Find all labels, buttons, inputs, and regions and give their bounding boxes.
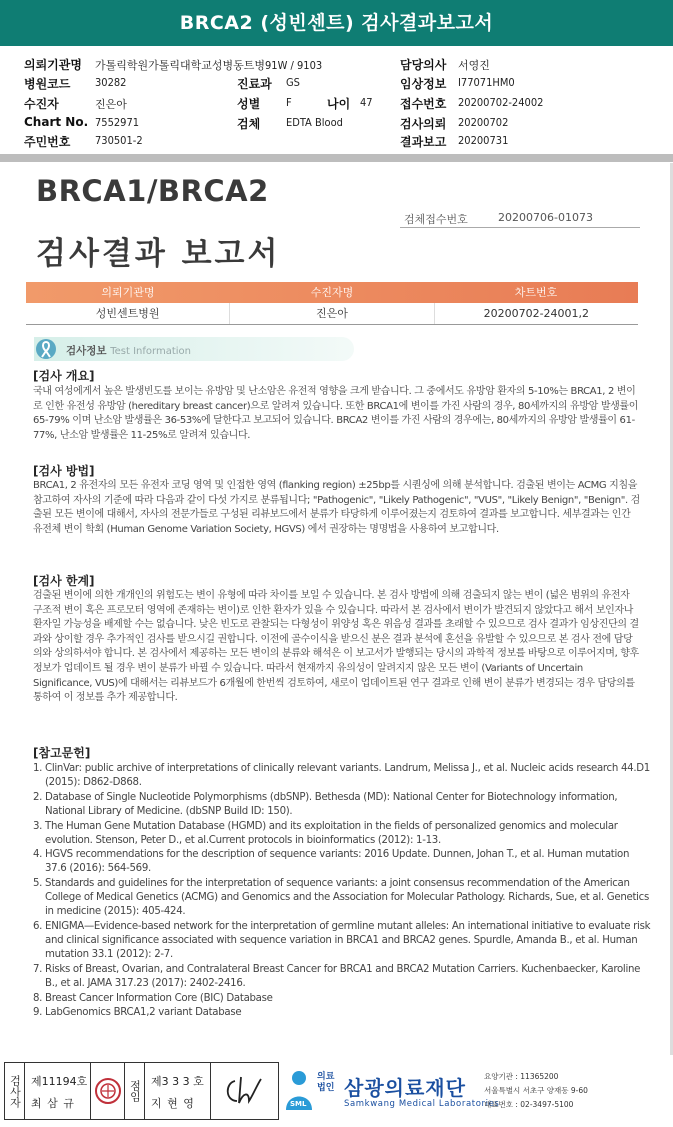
references-list — [33, 762, 653, 1021]
reference-item: 2. Database of Single Nucleotide Polymorphisms (dbSNP). Bethesda (MD): National Center for Biotechnology information, National Library of Medicine. (dbSNP Build ID: 150). — [33, 791, 618, 817]
signature-icon — [219, 1071, 271, 1111]
specimen-label: 검체 — [237, 117, 261, 131]
report-heading: BRCA1/BRCA2 — [36, 174, 269, 208]
examiner-name: 최 삼 규 — [31, 1097, 75, 1110]
method-heading: [검사 방법] — [33, 464, 95, 478]
patient-label: 수진자 — [24, 97, 59, 111]
footer — [0, 1060, 673, 1127]
ssn-value: 730501-2 — [95, 134, 143, 147]
receipt-label: 접수번호 — [400, 97, 447, 111]
limitation-text: 검출된 변이에 의한 개개인의 위험도는 변이 유형에 따라 차이를 보일 수 있습니다. 본 검사 방법에 의해 검출되지 않는 변이 (넓은 범위의 유전자 구조적 변이 혹은 프로모터 영역에 존재하는 변이)로 인한 환자가 있을 수 있습니다. 따라서 본 검사에서 변이가 발견되지 않았다고 해서 보인자나 환자일 가능성을 배제할 수는 없습니다. 낮은 빈도로 관찰되는 다형성이 위양성 혹은 위음성 결과를 초래할 수 있으므로 검사 결과가 임상진단의 결과와 상이할 경우 추가적인 검사를 받으시길 권합니다. 이전에 골수이식을 받으신 분은 결과 분석에 혼선을 유발할 수 있으므로 본 검사 전에 담당의와 상의하셔야 합니다. 본 검사에서 제공하는 모든 변이의 분류와 해석은 이 보고서가 발행되는 당시의 과학적 정보를 바탕으로 이루어지며, 향후 정보가 업데이트 될 경우 변이 분류가 바뀔 수 있습니다. 따라서 현재까지 유의성이 알려지지 않은 모든 변이 (Variants of Uncertain Significance, VUS)에 대해서는 리뷰보드가 6개월에 한번씩 검토하여, 새로이 업데이트된 연구 결과로 인해 변이 분류가 변경되는 경우 담당의를 통하여 이 정보를 추가 제공합니다. — [33, 590, 639, 704]
signature-cell — [211, 1063, 278, 1119]
org-code: 요양기관 : 11365200 — [484, 1072, 559, 1081]
seal-icon — [94, 1077, 122, 1105]
requester-label: 의뢰기관명 — [24, 58, 82, 72]
dept-label: 진료과 — [237, 77, 272, 91]
chart-value: 7552971 — [95, 116, 140, 129]
table-header-cell: 수진자명 — [310, 286, 354, 299]
report-date-value: 20200731 — [458, 134, 509, 147]
sml-logo-text: SML — [290, 1100, 307, 1108]
reference-item: 5. Standards and guidelines for the interpretation of sequence variants: a joint consensus recommendation of the American College of Medical Genetics (ACMG) and Genomics and the Association for Molecular Pathology. Richards, Sue, et al. Genetics in medicine (2015): 405-424. — [33, 878, 649, 918]
reference-item: 3. The Human Gene Mutation Database (HGMD) and its exploitation in the fields of personalized genomics and molecular evolution. Stenson, Peter D., et al.Current protocols in bioinformatics (2012): 1-13. — [33, 820, 618, 846]
clinical-value: I77071HM0 — [458, 76, 515, 89]
method-text: BRCA1, 2 유전자의 모든 유전자 코딩 영역 및 인접한 영역 (flanking region) ±25bp를 시퀀싱에 의해 분석합니다. 검출된 변이는 ACMG 지침을 참고하여 자사의 기준에 따라 다음과 같이 다섯 가지로 분류됩니다; "Pathogenic", "Likely Pathogenic", "VUS", "Likely Benign", "Benign". 검출된 모든 변이에 대해서, 자사의 전문가들로 구성된 리뷰보드에서 분류가 타당하게 이루어졌는지 검토하여 결과를 보고합니다. 세부결과는 인간 유전체 변이 학회 (Human Genome Variation Society, HGVS) 에서 권장하는 명명법을 사용하여 보고합니다. — [33, 480, 640, 535]
examiner-cell — [25, 1063, 91, 1119]
table-header-cell: 차트번호 — [514, 286, 558, 299]
doctor-value: 서영진 — [458, 59, 490, 72]
request-date-label: 검사의뢰 — [400, 117, 447, 131]
overview-heading: [검사 개요] — [33, 369, 95, 383]
doctor-label: 담당의사 — [400, 58, 447, 72]
org-address: 서울특별시 서초구 양재동 9-60 — [484, 1086, 588, 1095]
section-title-ko: 검사정보 — [66, 345, 107, 357]
requester-value: 가톨릭학원가톨릭대학교성병동트병91W / 9103 — [95, 59, 323, 72]
table-row — [26, 303, 638, 325]
patient-value: 진은아 — [95, 98, 127, 111]
hospital-code-value: 30282 — [95, 76, 127, 89]
reference-item: 1. ClinVar: public archive of interpretations of clinically relevant variants. Landrum, Melissa J., et al. Nucleic acids research 44.D1 (2015): D862-D868. — [33, 763, 650, 788]
age-label: 나이 — [327, 97, 351, 111]
table-cell: 20200702-24001,2 — [483, 307, 590, 320]
reviewer-cell — [145, 1063, 211, 1119]
overview-text: 국내 여성에게서 높은 발생빈도를 보이는 유방암 및 난소암은 유전적 영향을 크게 받습니다. 그 중에서도 유방암 환자의 5-10%는 BRCA1, 2 변이로 인한 유전성 유방암 (hereditary breast cancer)으로 알려져 있습니다. 또한 BRCA1에 변이를 가진 사람의 경우, 80세까지의 유방암 발생률이 65-79% 이며 난소암 발생률은 36-53%에 달한다고 보고되어 있습니다. BRCA2 변이를 가진 사람의 경우에는, 80세까지의 유방암 발생률이 61-77%, 난소암 발생률은 11-25%로 알려져 있습니다. — [33, 386, 639, 441]
examiner-number: 제11194호 — [31, 1075, 88, 1088]
references-heading: [참고문헌] — [33, 746, 91, 760]
table-cell: 성빈센트병원 — [26, 303, 230, 324]
sml-logo-icon — [282, 1068, 316, 1112]
reference-item: 9. LabGenomics BRCA1,2 variant Database — [33, 1007, 242, 1019]
organization-block — [292, 1066, 672, 1118]
org-subtitle: Samkwang Medical Laboratories — [344, 1099, 500, 1109]
patient-info-block — [0, 50, 673, 150]
table-cell: 진은아 — [230, 303, 434, 324]
specimen-number — [400, 208, 640, 228]
reference-item: 4. HGVS recommendations for the description of sequence variants: 2016 Update. Dunnen, Johan T., et al. Human mutation 37.6 (2016): 564-569. — [33, 849, 630, 875]
chart-label: Chart No. — [24, 115, 89, 129]
reference-item: 7. Risks of Breast, Ovarian, and Contralateral Breast Cancer for BRCA1 and BRCA2 Mutation Carriers. Kuchenbaecker, Karoline B., et al. JAMA 317.23 (2017): 2402-2416. — [33, 963, 641, 989]
request-date-value: 20200702 — [458, 116, 509, 129]
age-value: 47 — [360, 96, 373, 109]
seal-cell — [91, 1063, 125, 1119]
table-header-row — [26, 282, 638, 303]
org-contact — [484, 1070, 588, 1112]
limitation-heading: [검사 한계] — [33, 574, 95, 588]
section-title — [66, 343, 191, 358]
specimen-value: EDTA Blood — [286, 116, 343, 129]
awareness-ribbon-icon — [36, 338, 56, 360]
reference-item: 6. ENIGMA—Evidence-based network for the interpretation of germline mutant alleles: An international initiative to evaluate risk and clinical significance associated with sequence variation in BRCA1 and BRCA2 genes. Spurdle, Amanda B., et al. Human mutation 33.1 (2012): 2-7. — [33, 920, 651, 960]
specimen-number-label: 검체접수번호 — [404, 213, 468, 226]
report-subheading: 검사결과 보고서 — [36, 236, 281, 272]
sex-label: 성별 — [237, 97, 261, 111]
signature-box — [4, 1062, 279, 1120]
separator-bar — [0, 154, 673, 162]
table-header-cell: 의뢰기관명 — [101, 286, 155, 299]
ssn-label: 주민번호 — [24, 135, 71, 149]
receipt-value: 20200702-24002 — [458, 96, 544, 109]
clinical-label: 임상정보 — [400, 77, 447, 91]
request-table — [26, 282, 638, 325]
org-name: 삼광의료재단 — [344, 1076, 466, 1100]
report-date-label: 결과보고 — [400, 135, 447, 149]
org-phone: 대표번호 : 02-3497-5100 — [484, 1100, 574, 1109]
reviewer-name: 지 현 영 — [151, 1097, 195, 1110]
report-title: BRCA2 (성빈센트) 검사결과보고서 — [0, 0, 673, 46]
reviewer-number: 제3 3 3 호 — [151, 1075, 204, 1088]
specimen-number-value: 20200706-01073 — [498, 211, 593, 224]
examiner-label: 검사자 — [5, 1063, 25, 1119]
dept-value: GS — [286, 76, 300, 89]
hospital-code-label: 병원코드 — [24, 77, 71, 91]
section-title-en: Test Information — [110, 346, 191, 357]
sex-value: F — [286, 96, 292, 109]
reviewer-label: 점임 — [125, 1063, 145, 1119]
org-type: 의료 법인 — [317, 1072, 335, 1093]
reference-item: 8. Breast Cancer Information Core (BIC) Database — [33, 992, 273, 1004]
